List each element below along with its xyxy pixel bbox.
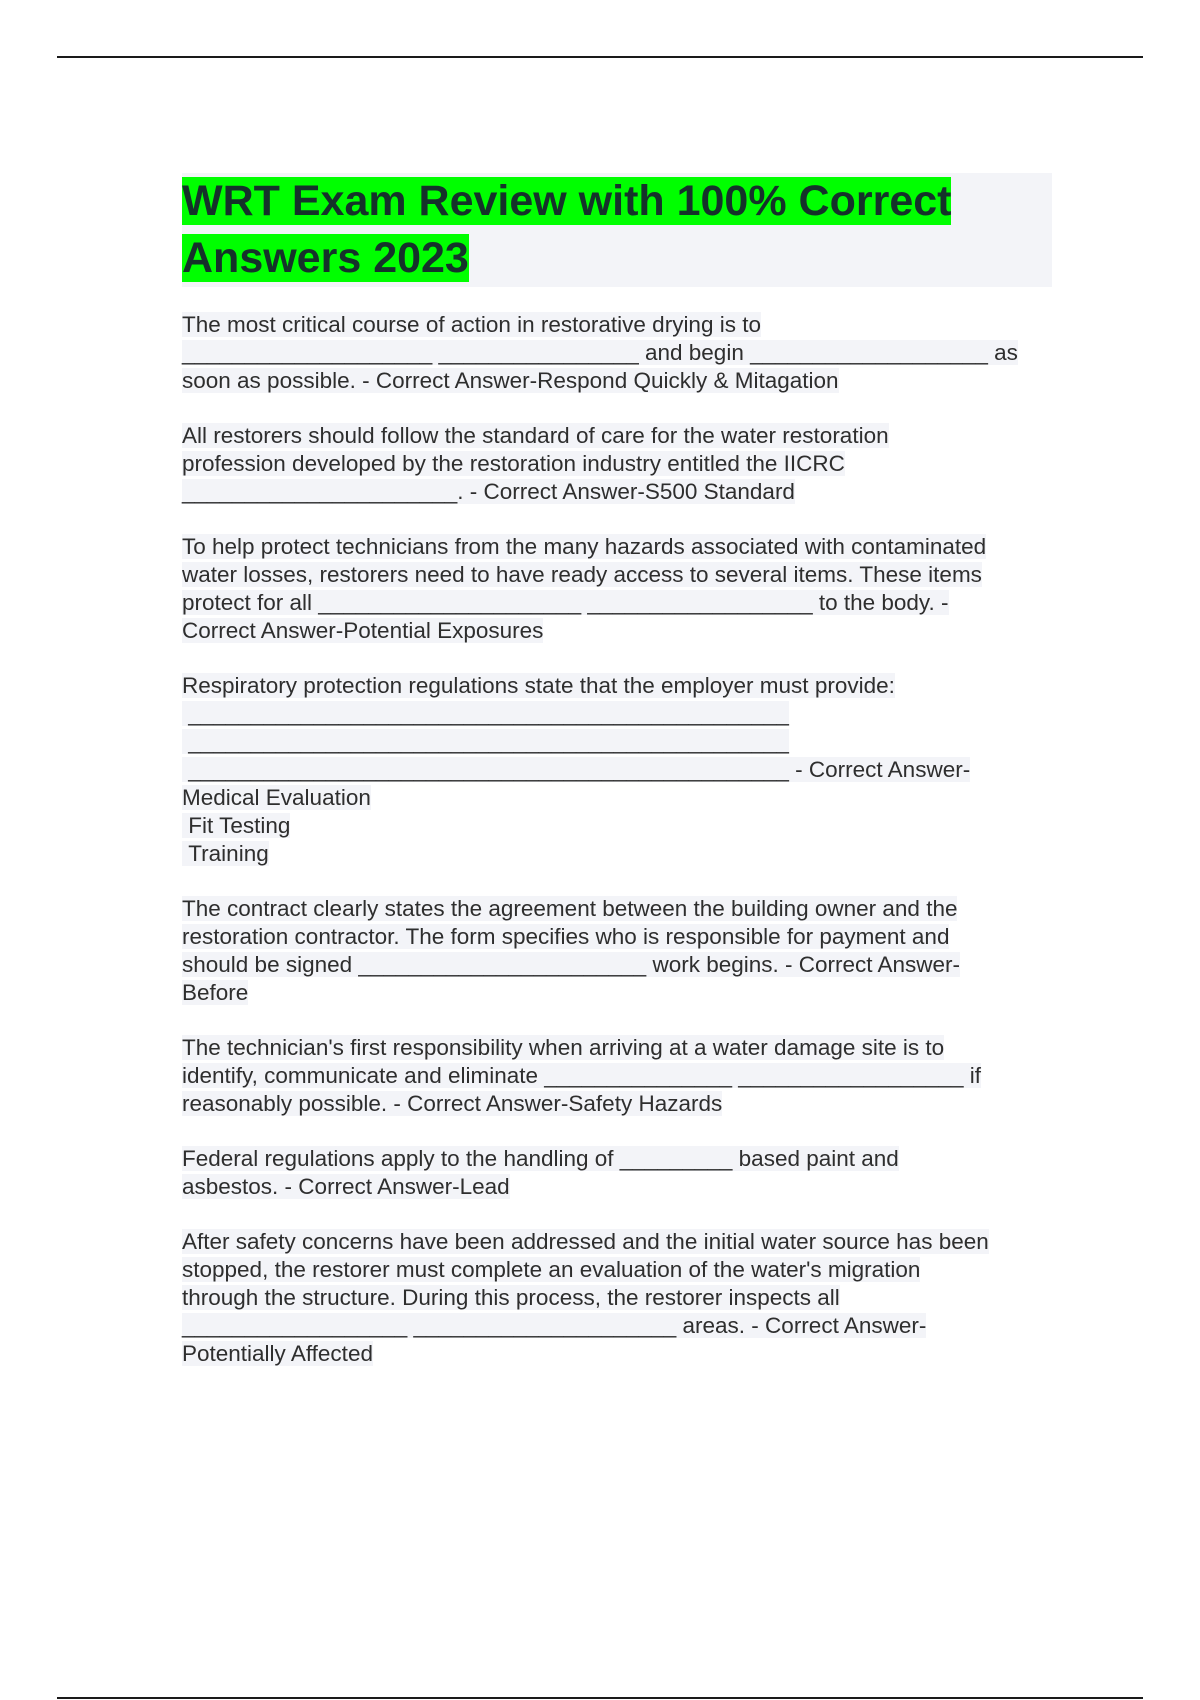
qa-item (182, 672, 1052, 868)
qa-item (182, 533, 1052, 645)
qa-text: The technician's first responsibility when arriving at a water damage site is to identify, communicate and eliminate _______________ __________________ if reasonably possible. - Correct Answer-Safety Hazards (182, 1035, 981, 1116)
qa-item (182, 1034, 1052, 1118)
qa-item (182, 311, 1052, 395)
top-rule (57, 56, 1143, 58)
qa-text: To help protect technicians from the many hazards associated with contaminated water losses, restorers need to have ready access to several items. These items protect for all _____________________ __________________ to the body. - Correct Answer-Potential Exposures (182, 534, 987, 643)
title-highlight: WRT Exam Review with 100% Correct Answers 2023 (182, 177, 952, 282)
qa-text: Respiratory protection regulations state that the employer must provide: ________________________________________________ ________________________________________________ ________________________________________________ - Correct Answer- Medical Evaluation Fit Testing Training (182, 673, 971, 866)
qa-item (182, 1228, 1052, 1368)
qa-item (182, 1145, 1052, 1201)
qa-text: All restorers should follow the standard of care for the water restoration profession developed by the restoration industry entitled the IICRC ______________________. - Correct Answer-S500 Standard (182, 423, 889, 504)
qa-item (182, 422, 1052, 506)
bottom-rule (57, 1697, 1143, 1699)
qa-text: Federal regulations apply to the handling of _________ based paint and asbestos. - Correct Answer-Lead (182, 1146, 899, 1199)
document-body (182, 173, 1052, 1395)
qa-text: The contract clearly states the agreement between the building owner and the restoration contractor. The form specifies who is responsible for payment and should be signed _______________________ work begins. - Correct Answer- Before (182, 896, 961, 1005)
document-title (182, 173, 1052, 287)
qa-text: After safety concerns have been addressed and the initial water source has been stopped, the restorer must complete an evaluation of the water's migration through the structure. During this process, the restorer inspects all __________________ _____________________ areas. - Correct Answer- Potentially Affected (182, 1229, 989, 1366)
qa-text: The most critical course of action in restorative drying is to ____________________ ________________ and begin ___________________ as soon as possible. - Correct Answer-Respond Quickly & Mitagation (182, 312, 1018, 393)
qa-item (182, 895, 1052, 1007)
